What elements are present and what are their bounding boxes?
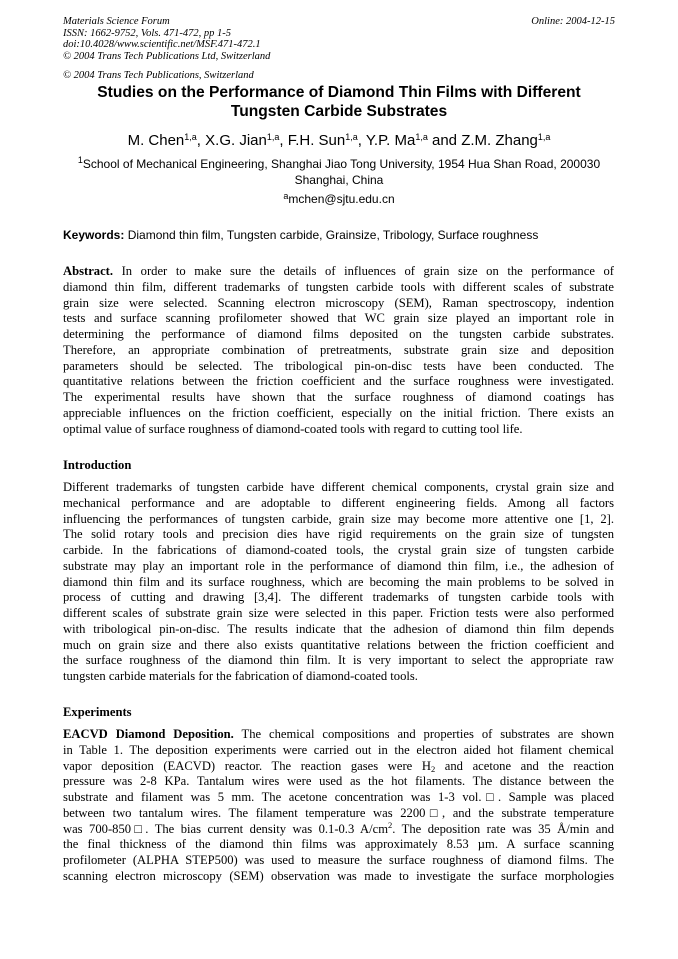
affil-line-2: Shanghai, China (294, 172, 384, 187)
exp-line: scanning electron microscopy (SEM) observation was made to investigate the surface morphologies (63, 868, 614, 883)
intro-line: with tribological pin-on-disc. The results indicate that the adhesion of diamond thin film depends (63, 621, 614, 636)
doi: doi:10.4028/www.scientific.net/MSF.471-472.1 (63, 39, 261, 51)
affil-sup: 1 (77, 155, 83, 165)
experiments-heading: Experiments (63, 705, 132, 719)
intro-line: mechanical performance and are adoptable to different engineering fields. Among all factors (63, 495, 614, 510)
intro-line: carbide. In the fabrications of diamond-coated tools, the crystal grain size of tungsten carbide (63, 543, 614, 557)
author-separator: , (357, 132, 366, 149)
intro-line: The solid rotary tools and precision dies have rigid requirements on the grain size of tungsten (63, 527, 614, 542)
exp-line: substrate and filament was 5 mm. The acetone concentration was 1-3 vol.□. Sample was placed (63, 790, 614, 804)
abstract-line: The experimental results have shown that the surface roughness of diamond coatings has (63, 390, 614, 404)
exp-line: in Table 1. The deposition experiments were carried out in the electron aided hot filament chemical (63, 742, 614, 757)
intro-line: diamond thin film and its surface roughness, which are becoming the main problems to be solved in (63, 574, 614, 589)
abstract-line: grain size were selected. Scanning electron microscopy (SEM), Raman spectroscopy, indention (63, 295, 614, 310)
author-affil-sup: 1,a (266, 132, 280, 142)
abstract-line: appreciable influences on the friction coefficient, especially on the initial friction. There exists an (63, 405, 614, 420)
journal-name: Materials Science Forum (63, 16, 170, 27)
author-conjunction: and (427, 132, 462, 149)
cm2-superscript: 2 (388, 821, 393, 830)
eacvd-subheading: EACVD Diamond Deposition. (63, 727, 234, 741)
abstract (63, 264, 614, 437)
author-name: M. Chen (127, 132, 185, 149)
author-affil-sup: 1,a (345, 132, 358, 142)
author-separator: , (196, 132, 206, 149)
keywords-label: Keywords: (63, 228, 125, 242)
introduction-heading: Introduction (63, 458, 132, 472)
exp-line: pressure was 2-8 KPa. Tantalum wires were used as the hot filaments. The distance between the (63, 774, 614, 789)
experiments-body (63, 727, 614, 885)
author-email (60, 192, 618, 207)
abstract-line: optimal value of surface roughness of diamond-coated tools with regard to cutting tool life. (63, 421, 523, 436)
abstract-line: Therefore, an appropriate combination of pretreatments, substrate grain size and deposition (63, 342, 614, 357)
affiliation (60, 157, 618, 188)
exp-text: was 700-850□. The bias current density was 0.1-0.3 A/cm (63, 821, 389, 836)
author-affil-sup: 1,a (184, 132, 197, 142)
abstract-label: Abstract. (63, 264, 114, 278)
exp-line: between two tantalum wires. The filament temperature was 2200□, and the substrate temperature (63, 805, 614, 820)
author-affil-sup: 1,a (537, 132, 551, 142)
abstract-line: determining the performance of diamond films deposited on the tungsten carbide substrates. (63, 327, 614, 341)
exp-line: profilometer (ALPHA STEP500) was used to measure the surface roughness of diamond films. The (63, 853, 614, 867)
abstract-line (63, 264, 614, 280)
exp-text: The chemical compositions and properties of substrates are shown (233, 727, 614, 741)
affil-line-1: School of Mechanical Engineering, Shanghai Jiao Tong University, 1954 Hua Shan Road, 200030 (82, 157, 601, 171)
author-affil-sup: 1,a (415, 132, 428, 142)
introduction-body (63, 480, 614, 685)
publisher-copyright: © 2004 Trans Tech Publications Ltd, Switzerland (63, 50, 271, 62)
exp-line (63, 759, 614, 775)
copyright-notice: © 2004 Trans Tech Publications, Switzerland (63, 70, 254, 81)
abstract-text: In order to make sure the details of influences of grain size on the performance of (113, 264, 614, 278)
keywords-text: Diamond thin film, Tungsten carbide, Grainsize, Tribology, Surface roughness (124, 228, 539, 242)
keywords (63, 228, 623, 243)
intro-line: Different trademarks of tungsten carbide have different chemical components, crystal grain size and (63, 480, 614, 494)
author-separator: , (279, 132, 288, 149)
exp-line: the final thickness of the diamond thin films was approximately 8.53 µm. A surface scanning (63, 837, 614, 852)
author-name: F.H. Sun (287, 132, 346, 149)
title-line-1: Studies on the Performance of Diamond Thin Films with Different (97, 84, 581, 101)
paper-title (60, 83, 618, 121)
email-sup: a (283, 191, 289, 201)
exp-text: . The deposition rate was 35 Å/min and (392, 821, 614, 836)
intro-line: influencing the performances of tungsten carbide, grain size may become more attentive one [1, 2]. (63, 511, 614, 526)
exp-text: and acetone and the reaction (435, 758, 614, 773)
author-name: Y.P. Ma (365, 132, 416, 149)
exp-line (63, 822, 614, 838)
abstract-line: parameters should be selected. The tribological pin-on-disc tests have been conducted. The (63, 358, 614, 373)
abstract-line: tests and surface scanning profilometer showed that WC grain size played an important role in (63, 311, 614, 326)
author-name: X.G. Jian (205, 132, 267, 149)
issn: ISSN: 1662-9752, Vols. 471-472, pp 1-5 (63, 27, 231, 39)
author-list (60, 131, 618, 151)
exp-text: vapor deposition (EACVD) reactor. The reaction gases were H (63, 758, 431, 773)
exp-line (63, 727, 614, 743)
intro-line: the surface roughness of the diamond thin film. It is very important to select the appropriate raw (63, 653, 614, 668)
author-name: Z.M. Zhang (461, 132, 538, 149)
intro-line: substrate may play an important role in the performance of diamond thin film, i.e., the adhesion of (63, 558, 614, 573)
online-date: Online: 2004-12-15 (531, 16, 615, 27)
abstract-line: diamond thin film, different trademarks of tungsten carbide tools with different scales of substrate (63, 279, 614, 294)
intro-line: process of cutting and drawing [3,4]. The different trademarks of tungsten carbide tools with (63, 590, 614, 605)
intro-line: different scales of substrate grain size were selected in this paper. Friction tests were also performed (63, 606, 614, 620)
email-address: mchen@sjtu.edu.cn (288, 192, 395, 206)
journal-header (63, 16, 463, 62)
title-line-2: Tungsten Carbide Substrates (230, 103, 448, 120)
abstract-line: quantitative relations between the friction coefficient and the surface roughness were investigated. (63, 374, 614, 389)
h2-subscript: 2 (430, 763, 436, 774)
intro-line: much on grain size and there also exists quantitative relations between the friction coefficient and (63, 637, 614, 652)
intro-line: tungsten carbide materials for the fabrication of diamond-coated tools. (63, 669, 418, 683)
